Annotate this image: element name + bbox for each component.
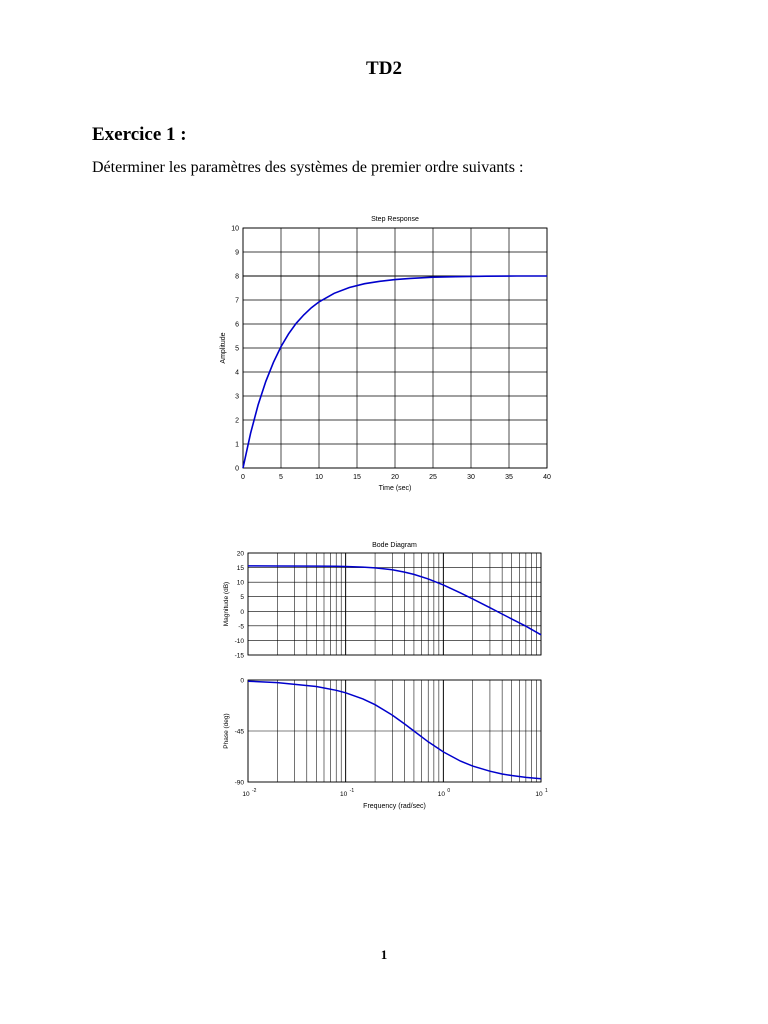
x-tick-label: 40 xyxy=(543,474,551,481)
y-tick-label: 1 xyxy=(235,441,239,449)
y-tick-label: -15 xyxy=(234,652,244,660)
y-tick-label: 8 xyxy=(235,273,239,281)
y-tick-label: -90 xyxy=(234,779,244,787)
y-tick-label: 4 xyxy=(235,369,239,377)
y-tick-label: 5 xyxy=(240,594,244,602)
document-title: TD2 xyxy=(366,58,402,79)
bode-diagram-chart xyxy=(0,530,768,820)
x-axis-label: Time (sec) xyxy=(378,485,412,492)
phase-axis-label: Phase (deg) xyxy=(223,713,230,749)
x-tick-exponent: 0 xyxy=(447,788,451,794)
y-tick-label: 6 xyxy=(235,321,239,329)
y-tick-label: 0 xyxy=(240,677,244,685)
y-axis-label: Amplitude xyxy=(220,332,227,364)
page-number: 1 xyxy=(380,947,388,962)
x-tick-label: 35 xyxy=(505,474,513,481)
step-response-chart xyxy=(0,200,768,500)
x-tick-label: 15 xyxy=(353,474,361,481)
y-tick-label: 0 xyxy=(235,465,239,473)
y-tick-label: 2 xyxy=(235,417,239,425)
exercise-heading: Exercice 1 : xyxy=(92,124,187,145)
y-tick-label: 9 xyxy=(235,249,239,257)
x-tick-label xyxy=(535,788,548,798)
x-tick-exponent: 1 xyxy=(545,788,548,794)
plot-frame xyxy=(248,553,541,655)
x-tick-label: 10 xyxy=(315,474,323,481)
x-tick-base: 10 xyxy=(437,791,445,798)
phase-curve xyxy=(248,681,541,779)
y-tick-label: -10 xyxy=(234,637,244,645)
x-tick-label: 30 xyxy=(467,474,475,481)
magnitude-axis-label: Magnitude (dB) xyxy=(223,581,230,627)
x-axis-label: Frequency (rad/sec) xyxy=(363,803,426,810)
chart-title: Step Response xyxy=(371,216,419,223)
x-tick-label: 5 xyxy=(279,474,283,481)
x-tick-label: 25 xyxy=(429,474,437,481)
y-tick-label: 20 xyxy=(236,550,244,558)
chart-title: Bode Diagram xyxy=(372,542,417,549)
magnitude-curve xyxy=(248,566,541,635)
x-tick-base: 10 xyxy=(340,791,348,798)
y-tick-label: 0 xyxy=(240,608,244,616)
y-tick-label: 7 xyxy=(235,297,239,305)
y-tick-label: 10 xyxy=(231,225,239,233)
y-tick-label: 5 xyxy=(235,345,239,353)
instruction-text: Déterminer les paramètres des systèmes de premier ordre suivants : xyxy=(92,159,524,176)
x-tick-label xyxy=(242,788,256,798)
y-tick-label: 3 xyxy=(235,393,239,401)
x-tick-label xyxy=(438,788,451,798)
y-tick-label: -5 xyxy=(238,623,244,631)
x-tick-label: 20 xyxy=(391,474,399,481)
y-tick-label: 15 xyxy=(236,565,244,573)
x-tick-label xyxy=(340,788,354,798)
x-tick-base: 10 xyxy=(242,791,250,798)
x-tick-exponent: -2 xyxy=(252,788,257,794)
y-tick-label: 10 xyxy=(236,579,244,587)
y-tick-label: -45 xyxy=(234,728,244,736)
x-tick-label: 0 xyxy=(241,474,245,481)
x-tick-exponent: -1 xyxy=(349,788,355,794)
x-tick-base: 10 xyxy=(535,791,543,798)
